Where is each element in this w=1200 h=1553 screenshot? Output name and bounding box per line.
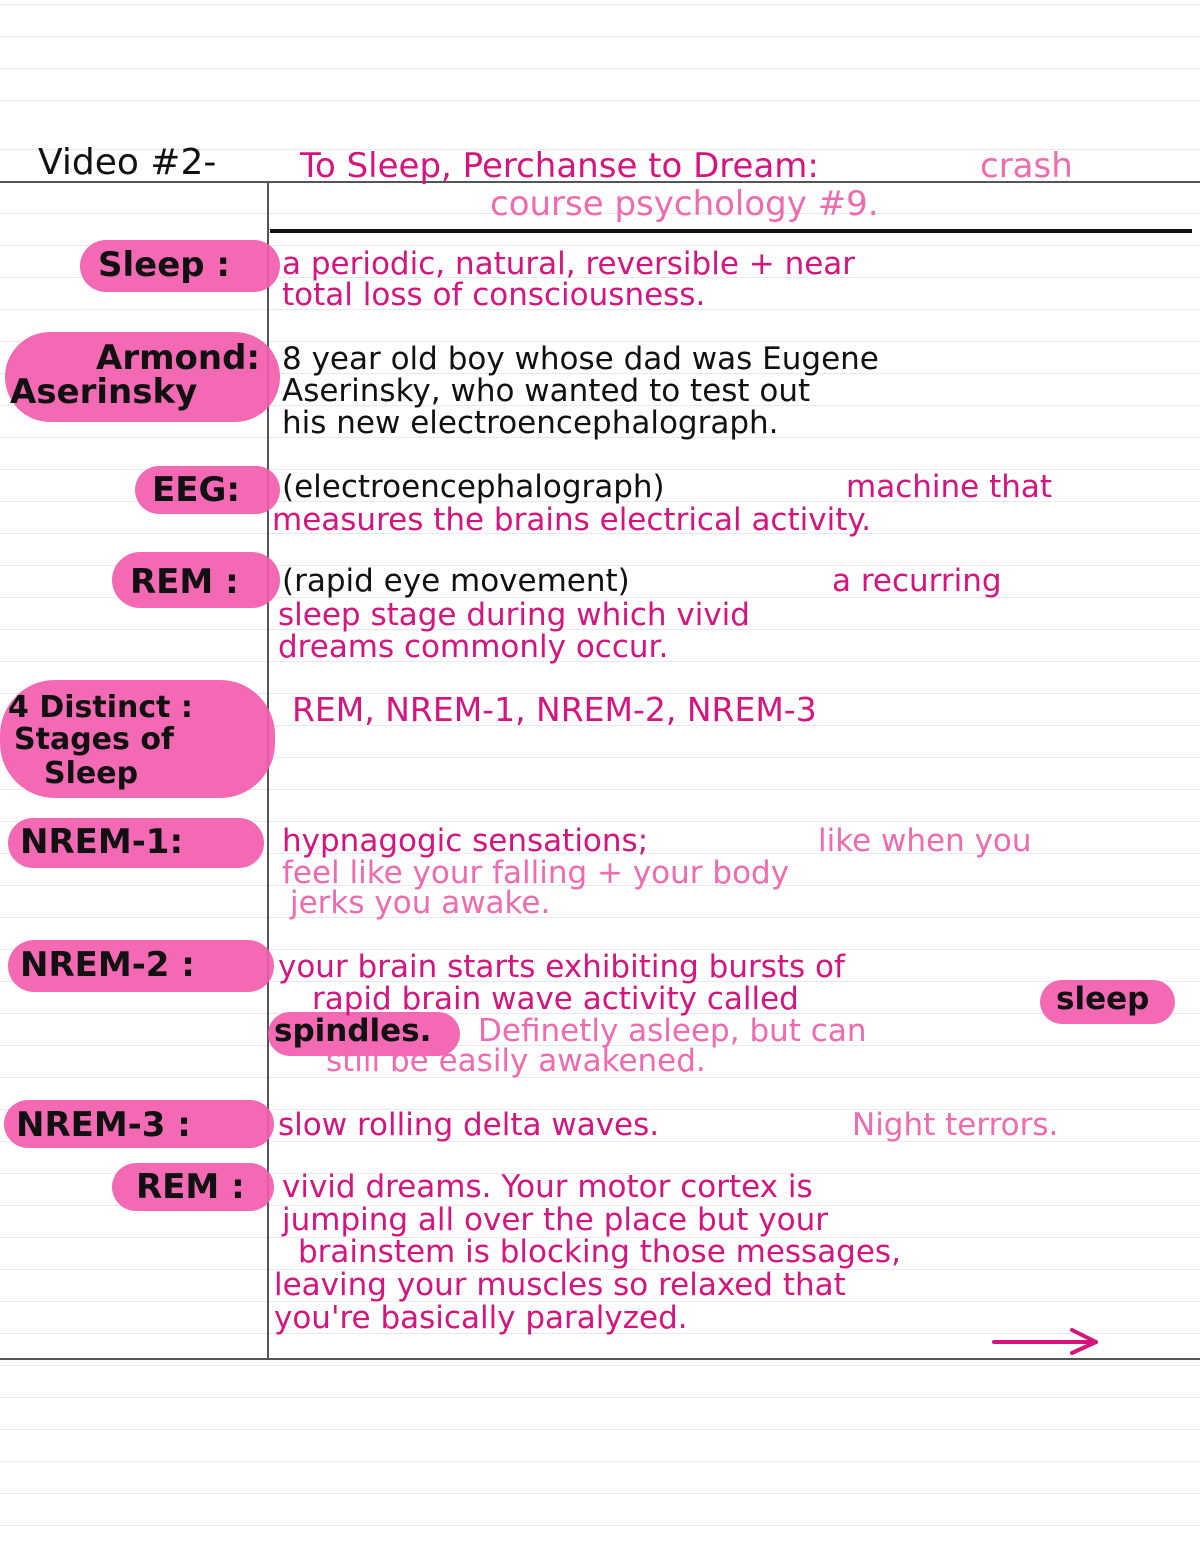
term-eeg: EEG: <box>152 470 240 510</box>
term-stages-of: Stages of <box>14 722 174 757</box>
def-aserinsky-line-1: 8 year old boy whose dad was Eugene <box>282 341 879 377</box>
def-nrem1-line-3: jerks you awake. <box>290 885 551 921</box>
def-eeg-line-2: measures the brains electrical activity. <box>272 502 872 538</box>
video-title-course: course psychology #9. <box>490 184 879 224</box>
right-arrow-icon <box>992 1326 1102 1356</box>
def-nrem2-spindles: spindles. <box>274 1013 432 1049</box>
def-sleep-line-2: total loss of consciousness. <box>282 277 706 313</box>
def-eeg-paren: (electroencephalograph) <box>282 469 665 505</box>
def-nrem1-hypnagogic: hypnagogic sensations; <box>282 823 649 859</box>
def-rem-line-3: dreams commonly occur. <box>278 629 669 665</box>
def-nrem1-line-2: feel like your falling + your body <box>282 855 790 891</box>
term-armond: Armond: <box>96 338 261 378</box>
def-nrem2-sleep: sleep <box>1056 981 1150 1017</box>
term-distinct: 4 Distinct : <box>8 690 193 725</box>
def-nrem2-line-4: still be easily awakened. <box>326 1043 706 1079</box>
bottom-rule <box>0 1358 1200 1360</box>
def-nrem2-line-2: rapid brain wave activity called <box>312 981 799 1017</box>
term-nrem3: NREM-3 : <box>16 1105 191 1145</box>
def-rem2-line-1: vivid dreams. Your motor cortex is <box>282 1169 813 1205</box>
def-aserinsky-line-3: his new electroencephalograph. <box>282 405 779 441</box>
def-rem2-line-5: you're basically paralyzed. <box>274 1300 688 1336</box>
def-nrem3-terrors: Night terrors. <box>852 1107 1059 1143</box>
term-sleep-stages: Sleep <box>44 756 139 791</box>
def-rem2-line-3: brainstem is blocking those messages, <box>298 1234 901 1270</box>
def-nrem2-line-1: your brain starts exhibiting bursts of <box>278 949 845 985</box>
term-rem-2: REM : <box>136 1167 245 1207</box>
term-nrem1: NREM-1: <box>20 822 184 862</box>
def-nrem3-delta: slow rolling delta waves. <box>278 1107 660 1143</box>
term-rem: REM : <box>130 562 239 602</box>
term-sleep: Sleep : <box>98 245 231 285</box>
def-rem-paren: (rapid eye movement) <box>282 563 630 599</box>
def-nrem1-like: like when you <box>818 823 1032 859</box>
def-sleep-line-1: a periodic, natural, reversible + near <box>282 246 856 282</box>
def-nrem2-definetly: Definetly asleep, but can <box>478 1013 867 1049</box>
video-number: Video #2- <box>38 142 217 183</box>
def-aserinsky-line-2: Aserinsky, who wanted to test out <box>282 373 811 409</box>
term-nrem2: NREM-2 : <box>20 945 195 985</box>
video-title: To Sleep, Perchanse to Dream: <box>300 146 819 186</box>
def-stages: REM, NREM-1, NREM-2, NREM-3 <box>292 690 817 729</box>
term-aserinsky: Aserinsky <box>10 372 198 412</box>
def-rem2-line-2: jumping all over the place but your <box>282 1202 829 1238</box>
def-rem-recurring: a recurring <box>832 563 1002 599</box>
def-rem-line-2: sleep stage during which vivid <box>278 597 750 633</box>
title-underline <box>270 229 1192 233</box>
def-eeg-machine: machine that <box>846 469 1053 505</box>
video-title-crash: crash <box>980 146 1073 186</box>
def-rem2-line-4: leaving your muscles so relaxed that <box>274 1267 846 1303</box>
